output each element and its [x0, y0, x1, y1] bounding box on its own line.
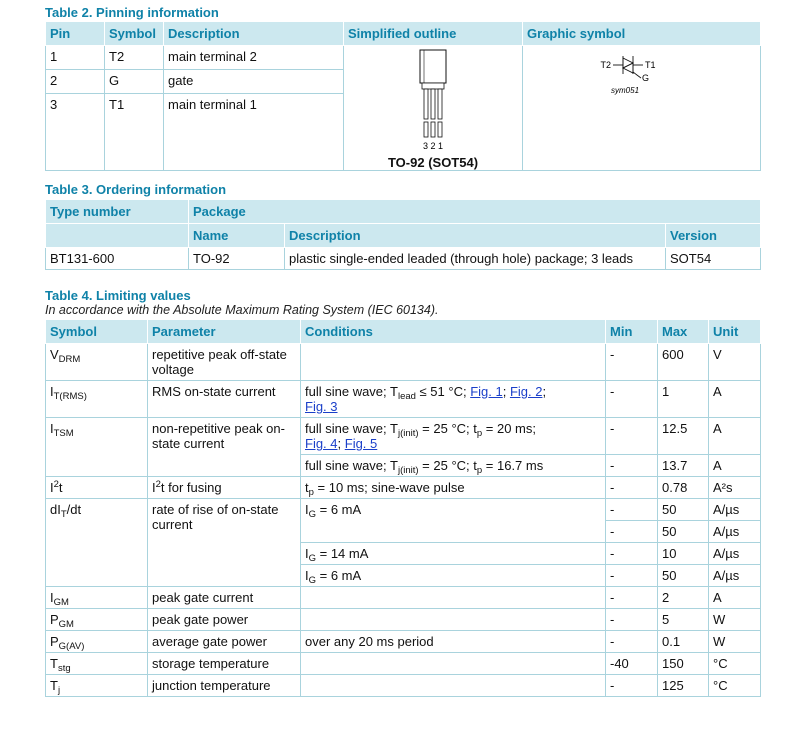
conditions-cell: full sine wave; $T_{j(init)} = 25$ °C; $t_p = 20$ ms; Fig. 4; Fig. 5	[301, 418, 606, 455]
pin-cell: 3	[46, 93, 105, 171]
description-cell: gate	[164, 69, 344, 93]
unit-cell: A/µs	[709, 543, 761, 565]
table-row	[46, 631, 761, 653]
table-header-row	[46, 320, 761, 344]
package-name-cell: TO-92	[189, 248, 285, 270]
symbol-cell: $dI_T/dt$	[46, 499, 148, 587]
t2-label: T2	[600, 60, 611, 70]
fig1-link[interactable]: Fig. 1	[470, 384, 503, 399]
max-cell: 50	[658, 521, 709, 543]
min-cell: -	[606, 455, 658, 477]
max-cell: 0.78	[658, 477, 709, 499]
unit-cell: A/µs	[709, 565, 761, 587]
header-version: Version	[666, 224, 761, 248]
unit-cell: V	[709, 344, 761, 381]
package-version-cell: SOT54	[666, 248, 761, 270]
table-row	[46, 418, 761, 455]
min-cell: -	[606, 477, 658, 499]
pinning-table	[45, 21, 761, 171]
table4-caption: Table 4. Limiting values	[45, 288, 191, 303]
table-row	[46, 248, 761, 270]
symbol-cell: T2	[105, 46, 164, 70]
table-row	[46, 609, 761, 631]
unit-cell: °C	[709, 653, 761, 675]
table-header-row	[46, 22, 761, 46]
parameter-cell: $I^2t$ for fusing	[148, 477, 301, 499]
min-cell: -	[606, 565, 658, 587]
header-symbol: Symbol	[105, 22, 164, 46]
triac-symbol-icon	[523, 46, 753, 106]
conditions-cell	[301, 609, 606, 631]
symbol-cell: T1	[105, 93, 164, 171]
conditions-cell: $t_p = 10$ ms; sine-wave pulse	[301, 477, 606, 499]
symbol-cell: $P_{G(AV)}$	[46, 631, 148, 653]
conditions-cell: full sine wave; $T_{lead} \le 51$ °C; Fig. 1; Fig. 2; Fig. 3	[301, 381, 606, 418]
min-cell: -	[606, 418, 658, 455]
conditions-cell: full sine wave; $T_{j(init)} = 25$ °C; $t_p = 16.7$ ms	[301, 455, 606, 477]
symbol-cell: $T_{stg}$	[46, 653, 148, 675]
max-cell: 50	[658, 565, 709, 587]
symbol-cell: $V_{DRM}$	[46, 344, 148, 381]
unit-cell: A	[709, 455, 761, 477]
header-name: Name	[189, 224, 285, 248]
table3-caption: Table 3. Ordering information	[45, 182, 227, 197]
conditions-cell: $I_G = 14$ mA	[301, 543, 606, 565]
symbol-cell: $P_{GM}$	[46, 609, 148, 631]
conditions-cell: $I_G = 6$ mA	[301, 499, 606, 543]
table-row	[46, 477, 761, 499]
unit-cell: W	[709, 631, 761, 653]
min-cell: -	[606, 587, 658, 609]
table-row	[46, 46, 761, 70]
header-description: Description	[164, 22, 344, 46]
max-cell: 10	[658, 543, 709, 565]
min-cell: -	[606, 381, 658, 418]
max-cell: 0.1	[658, 631, 709, 653]
outline-cell	[344, 46, 523, 171]
table-row	[46, 381, 761, 418]
conditions-cell: over any 20 ms period	[301, 631, 606, 653]
unit-cell: A	[709, 587, 761, 609]
g-label: G	[642, 73, 650, 83]
graphic-symbol-cell	[523, 46, 761, 171]
type-number-cell: BT131-600	[46, 248, 189, 270]
ordering-table	[45, 199, 761, 270]
max-cell: 125	[658, 675, 709, 697]
symbol-cell: $T_j$	[46, 675, 148, 697]
symbol-cell: $I_{T(RMS)}$	[46, 381, 148, 418]
header-package: Package	[189, 200, 761, 224]
package-label: TO-92 (SOT54)	[387, 155, 479, 170]
table-subheader-row	[46, 224, 761, 248]
min-cell: -	[606, 344, 658, 381]
parameter-cell: average gate power	[148, 631, 301, 653]
unit-cell: A/µs	[709, 499, 761, 521]
max-cell: 50	[658, 499, 709, 521]
parameter-cell: junction temperature	[148, 675, 301, 697]
conditions-cell	[301, 344, 606, 381]
min-cell: -	[606, 631, 658, 653]
unit-cell: A	[709, 418, 761, 455]
table-row	[46, 675, 761, 697]
min-cell: -	[606, 543, 658, 565]
header-empty	[46, 224, 189, 248]
max-cell: 5	[658, 609, 709, 631]
header-parameter: Parameter	[148, 320, 301, 344]
conditions-cell	[301, 653, 606, 675]
max-cell: 1	[658, 381, 709, 418]
header-symbol: Symbol	[46, 320, 148, 344]
symbol-ref-label: sym051	[611, 86, 640, 95]
fig3-link[interactable]: Fig. 3	[305, 399, 338, 414]
table-row	[46, 344, 761, 381]
min-cell: -	[606, 499, 658, 521]
table2-caption: Table 2. Pinning information	[45, 5, 219, 20]
pin-cell: 1	[46, 46, 105, 70]
symbol-cell: $I_{GM}$	[46, 587, 148, 609]
max-cell: 12.5	[658, 418, 709, 455]
table-row	[46, 653, 761, 675]
header-simplified-outline: Simplified outline	[344, 22, 523, 46]
max-cell: 150	[658, 653, 709, 675]
table-header-row	[46, 200, 761, 224]
parameter-cell: repetitive peak off-state voltage	[148, 344, 301, 381]
symbol-cell: G	[105, 69, 164, 93]
description-cell: main terminal 1	[164, 93, 344, 171]
header-pin: Pin	[46, 22, 105, 46]
unit-cell: A/µs	[709, 521, 761, 543]
parameter-cell: storage temperature	[148, 653, 301, 675]
parameter-cell: peak gate power	[148, 609, 301, 631]
fig2-link[interactable]: Fig. 2	[509, 384, 543, 399]
header-unit: Unit	[709, 320, 761, 344]
symbol-cell: $I_{TSM}$	[46, 418, 148, 477]
header-graphic-symbol: Graphic symbol	[523, 22, 761, 46]
header-max: Max	[658, 320, 709, 344]
conditions-cell	[301, 587, 606, 609]
limiting-values-table	[45, 319, 761, 697]
fig4-link[interactable]: Fig. 4	[305, 436, 338, 451]
unit-cell: W	[709, 609, 761, 631]
header-min: Min	[606, 320, 658, 344]
parameter-cell: rate of rise of on-state current	[148, 499, 301, 587]
conditions-cell	[301, 675, 606, 697]
min-cell: -	[606, 675, 658, 697]
unit-cell: °C	[709, 675, 761, 697]
to92-package-outline	[393, 48, 473, 156]
parameter-cell: peak gate current	[148, 587, 301, 609]
package-description-cell: plastic single-ended leaded (through hole) package; 3 leads	[285, 248, 666, 270]
parameter-cell: RMS on-state current	[148, 381, 301, 418]
parameter-cell: non-repetitive peak on-state current	[148, 418, 301, 477]
max-cell: 2	[658, 587, 709, 609]
pin-numbers-label: 3 2 1	[422, 141, 444, 151]
t1-label: T1	[645, 60, 656, 70]
table-row	[46, 499, 761, 521]
symbol-cell: $I^2t$	[46, 477, 148, 499]
min-cell: -	[606, 609, 658, 631]
header-type-number: Type number	[46, 200, 189, 224]
table-row	[46, 587, 761, 609]
fig5-link[interactable]: Fig. 5	[344, 436, 378, 451]
description-cell: main terminal 2	[164, 46, 344, 70]
conditions-cell: $I_G = 6$ mA	[301, 565, 606, 587]
unit-cell: A²s	[709, 477, 761, 499]
min-cell: -	[606, 521, 658, 543]
pin-cell: 2	[46, 69, 105, 93]
header-pkg-description: Description	[285, 224, 666, 248]
max-cell: 13.7	[658, 455, 709, 477]
header-conditions: Conditions	[301, 320, 606, 344]
max-cell: 600	[658, 344, 709, 381]
min-cell: -40	[606, 653, 658, 675]
unit-cell: A	[709, 381, 761, 418]
table4-subtitle: In accordance with the Absolute Maximum Rating System (IEC 60134).	[45, 303, 439, 317]
